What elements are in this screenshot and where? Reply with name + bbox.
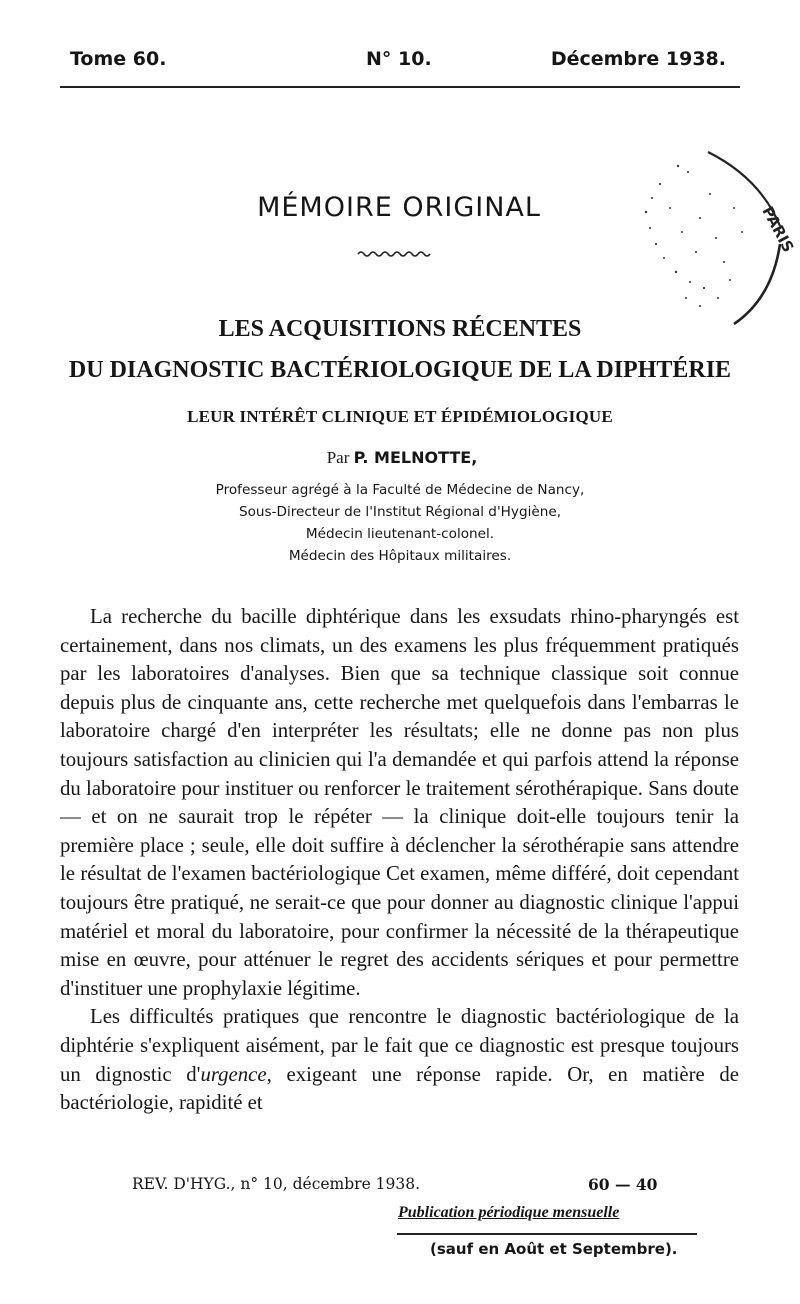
header-date: Décembre 1938. <box>550 48 726 70</box>
article-title-line-1: LES ACQUISITIONS RÉCENTES <box>218 316 582 342</box>
article-title-line-2: DU DIAGNOSTIC BACTÉRIOLOGIQUE DE LA DIPHTÉRIE <box>68 357 732 383</box>
article-subtitle: LEUR INTÉRÊT CLINIQUE ET ÉPIDÉMIOLOGIQUE <box>187 407 613 426</box>
author-affiliation: Médecin lieutenant-colonel. <box>305 526 495 542</box>
ornament-squiggle-icon <box>358 248 430 260</box>
footer-note: (sauf en Août et Septembre). <box>430 1240 678 1258</box>
footer-rule <box>397 1233 697 1235</box>
header-rule <box>60 86 740 88</box>
article-body <box>60 603 739 1118</box>
emphasis-urgence: urgence <box>200 1062 267 1086</box>
body-paragraph-1: La recherche du bacille diphtérique dans les exsudats rhino-pharyngés est certainement, dans nos climats, un des examens les plus fréquemment pratiqués par les laboratoires d'analyses. Bien que sa technique classique soit connue depuis plus de cinquante ans, cette recherche met quelquefois dans l'embarras le laboratoire chargé d'en interpréter les résultats; elle ne donne pas non plus toujours satisfaction au clinicien qui l'a demandée et qui parfois attend la réponse du laboratoire pour instituer ou renforcer le traitement sérothérapique. Sans doute — et on ne saurait trop le répéter — la clinique doit-elle toujours tenir la première place ; seule, elle doit suffire à déclencher la sérothérapie sans attendre le résultat de l'examen bactériologique Cet examen, même différé, doit cependant toujours être pratiqué, ne serait-ce que pour donner au diagnostic clinique l'appui matériel et moral du laboratoire, pour confirmer la nécessité de la thérapeutique mise en œuvre, pour atténuer le regret des accidents sériques et pour permettre d'instituer une prophylaxie légitime. <box>60 605 739 1000</box>
footer-citation: REV. D'HYG., n° 10, décembre 1938. <box>132 1175 421 1193</box>
byline-par: Par <box>326 448 350 467</box>
author-byline <box>62 448 742 468</box>
footer-publication-frequency: Publication périodique mensuelle <box>398 1204 620 1221</box>
header-volume: Tome 60. <box>70 48 167 70</box>
footer-page-range: 60 — 40 <box>588 1175 658 1194</box>
author-affiliation: Sous-Directeur de l'Institut Régional d'Hygiène, <box>238 504 562 520</box>
running-header <box>62 48 738 78</box>
body-paragraph-2: Les difficultés pratiques que rencontre le diagnostic bactériologique de la diphtérie s'expliquent aisément, par le fait que ce diagnostic est presque toujours un dignostic d'urgence, exigeant une réponse rapide. Or, en matière de bactériologie, rapidité et <box>60 1005 740 1115</box>
library-stamp-icon <box>630 148 798 330</box>
author-name: P. MELNOTTE, <box>353 448 478 467</box>
author-affiliation: Médecin des Hôpitaux militaires. <box>288 548 512 564</box>
stamp-text: PARIS <box>758 203 798 256</box>
header-issue-number: N° 10. <box>366 48 432 70</box>
section-heading: MÉMOIRE ORIGINAL <box>257 192 541 223</box>
author-affiliation: Professeur agrégé à la Faculté de Médecine de Nancy, <box>215 482 585 498</box>
